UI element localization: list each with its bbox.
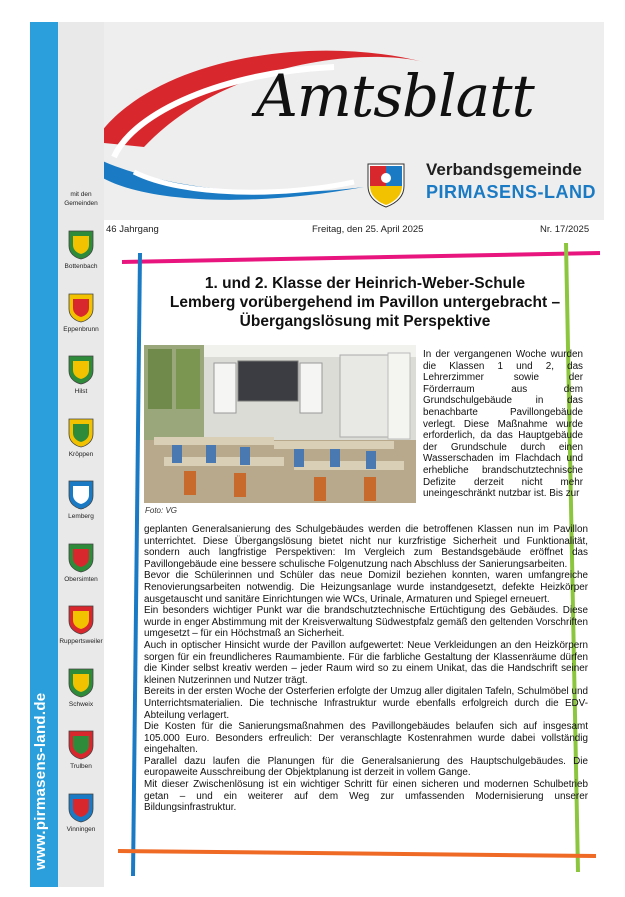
issue-date: Freitag, den 25. April 2025 <box>312 224 424 235</box>
article-paragraph: Bevor die Schülerinnen und Schüler das neue Domizil beziehen konnten, waren umfangreiche Renovierungsarbeiten notwendig. Die Heizungsanlage wurde instandgesetzt, defekte Heizkörper ausgetauscht und sanitäre Einrichtungen wie WCs, Urinale, Armaturen und Spiegel erneuert. <box>144 570 588 605</box>
municipality-name[interactable]: Ruppertsweiler <box>59 638 103 645</box>
intro-column: In der vergangenen Woche wurden die Klassen 1 und 2, das Lehrerzimmer sowie der Förderraum aus dem Grundschulgebäude in das benachbarte Pavillongebäude verlegt. Diese Maßnahme wurde erforderlich, da das Hauptgebäude der Grundschule durch einen Wasserschaden im Flachdach und erhebliche brandschutztechnische Defizite derzeit nicht mehr uneingeschränkt nutzbar ist. Bis zur <box>423 349 583 500</box>
photo-caption: Foto: VG <box>145 506 178 515</box>
article-paragraph: Die Kosten für die Sanierungsmaßnahmen des Pavillongebäudes belaufen sich auf insgesamt 105.000 Euro. Besonders erfreulich: Der veranschlagte Kostenrahmen wurde dabei vollständig eingehalten. <box>144 721 588 756</box>
headline-line: Übergangslösung mit Perspektive <box>239 313 491 330</box>
article-paragraph: Mit dieser Zwischenlösung ist ein wichtiger Schritt für einen sicheren und modernen Schulbetrieb getan – und ein weiterer auf dem Weg zur umfassenden Modernisierung unserer Bildungsinfrastruktur. <box>144 779 588 814</box>
classroom-photo <box>144 345 416 503</box>
side-url[interactable]: www.pirmasens-land.de <box>32 692 49 870</box>
headline-line: 1. und 2. Klasse der Heinrich-Weber-Schule <box>204 275 526 292</box>
masthead-title: Amtsblatt <box>256 62 534 130</box>
side-label: mit den Gemeinden <box>64 191 98 207</box>
article-paragraph: Auch in optischer Hinsicht wurde der Pavillon aufgewertet: Neue Verkleidungen an den Heizkörpern sorgen für ein freundlicheres Raumambiente. Für die farbliche Gestaltung der Klassenräume dürfen die Kinder selbst kreativ werden – jeder Raum wird so zu einem Unikat, das die Handschrift seiner kleinen Nutzerinnen und Nutzer trägt. <box>144 639 588 686</box>
municipality-name[interactable]: Bottenbach <box>64 263 98 270</box>
municipality-name[interactable]: Vinningen <box>66 825 96 833</box>
article-paragraph: Ein besonders wichtiger Punkt war die brandschutztechnische Ertüchtigung des Gebäudes. Diese wurde in enger Abstimmung mit der Kreisverwaltung Südwestpfalz gemäß den geltenden Vorschriften umgesetzt – für ein Höchstmaß an Sicherheit. <box>144 605 588 640</box>
municipality-name[interactable]: Eppenbrunn <box>63 325 99 333</box>
headline-line: Lemberg vorübergehend im Pavillon untergebracht – <box>169 294 561 311</box>
article-headline <box>142 274 588 331</box>
article-paragraph: Bereits in der ersten Woche der Osterferien erfolgte der Umzug aller digitalen Tafeln, Schulmöbel und Unterrichtsmaterialien. Die technische Infrastruktur wurde ebenfalls erfolgreich durch die EDV-Abteilung verlagert. <box>144 686 588 721</box>
region-label: PIRMASENS-LAND <box>426 182 597 202</box>
article-body <box>144 524 588 814</box>
article-paragraph: geplanten Generalsanierung des Schulgebäudes werden die betroffenen Klassen nun im Pavillon unterrichtet. Diese Übergangslösung bietet nicht nur kurzfristige Sicherheit und Funktionalität, sondern auch langfristige Perspektiven: Im Vergleich zum Bestandsgebäude eröffnet das Pavillongebäude eine bessere schulische Folgenutzung nach Abschluss der Sanierungsarbeiten. <box>144 524 588 570</box>
issue-number: Nr. 17/2025 <box>540 224 590 235</box>
issue-volume: 46 Jahrgang <box>106 224 159 235</box>
municipality-name[interactable]: Kröppen <box>68 450 94 458</box>
verbandsgemeinde-label: Verbandsgemeinde <box>426 160 582 179</box>
municipality-name[interactable]: Hilst <box>74 388 88 395</box>
municipality-name[interactable]: Lemberg <box>68 513 94 520</box>
municipality-name[interactable]: Schweix <box>68 700 94 708</box>
article-paragraph: Parallel dazu laufen die Planungen für die Generalsanierung des Hauptschulgebäudes. Die europaweite Ausschreibung der Objektplanung ist derzeit in vollem Gange. <box>144 755 588 779</box>
municipality-name[interactable]: Obersimten <box>64 575 98 583</box>
municipality-name[interactable]: Trulben <box>70 763 92 770</box>
